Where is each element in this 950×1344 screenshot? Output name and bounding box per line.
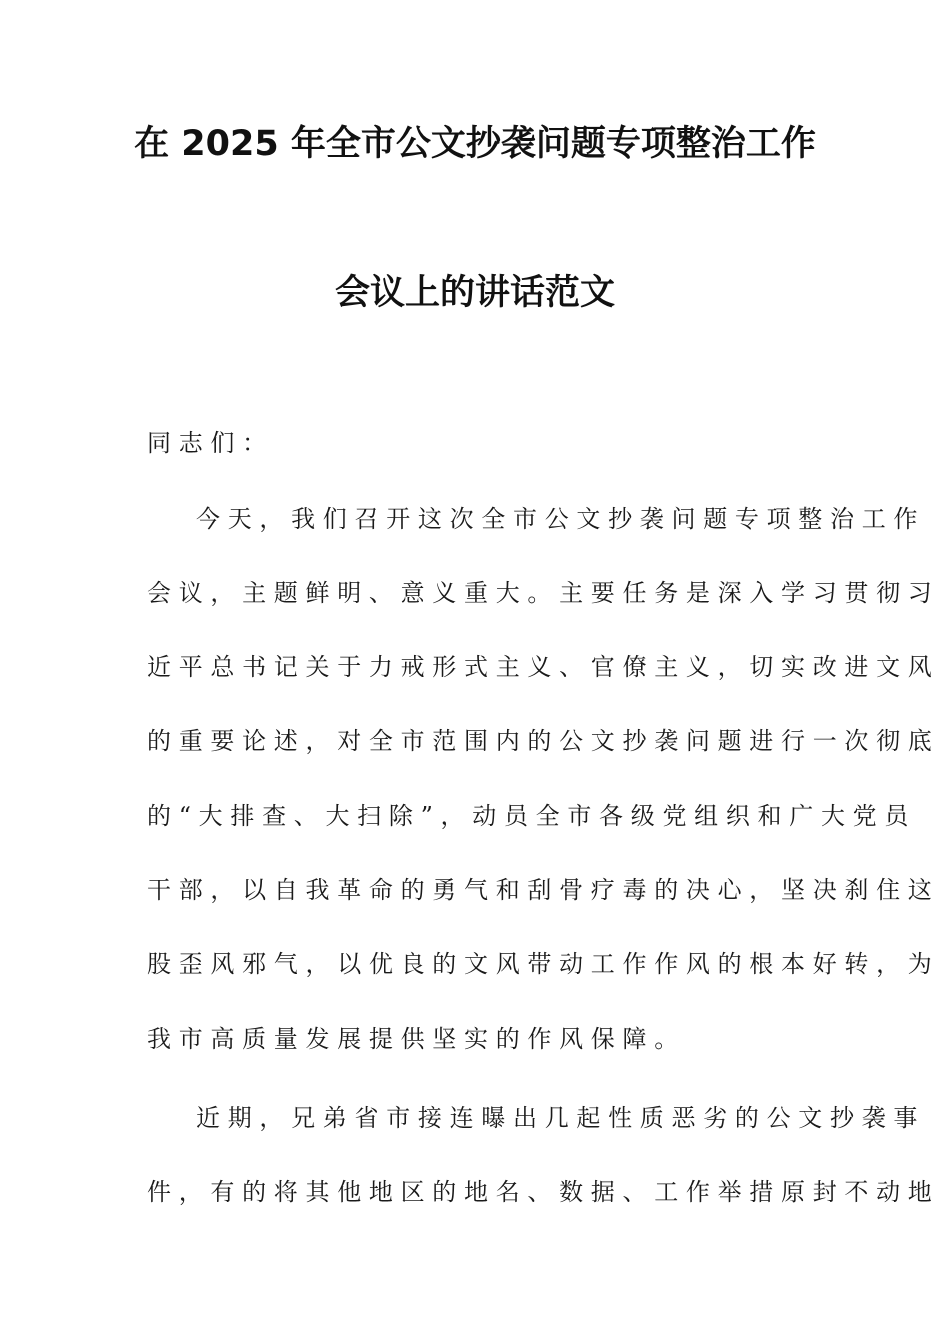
document-title-line-1: 在 2025 年全市公文抄袭问题专项整治工作	[134, 124, 816, 164]
salutation: 同志们：	[147, 429, 274, 457]
paragraph-1-line-4: 的重要论述，对全市范围内的公文抄袭问题进行一次彻底	[147, 727, 940, 755]
paragraph-1-line-5: 的“大排查、大扫除”，动员全市各级党组织和广大党员	[147, 802, 917, 830]
paragraph-1-line-8: 我市高质量发展提供坚实的作风保障。	[147, 1025, 686, 1053]
paragraph-1-line-1: 今天，我们召开这次全市公文抄袭问题专项整治工作	[196, 505, 926, 533]
paragraph-1-line-7: 股歪风邪气，以优良的文风带动工作作风的根本好转，为	[147, 950, 940, 978]
paragraph-1-line-6: 干部，以自我革命的勇气和刮骨疗毒的决心，坚决刹住这	[147, 876, 940, 904]
paragraph-2-line-1: 近期，兄弟省市接连曝出几起性质恶劣的公文抄袭事	[196, 1104, 926, 1132]
paragraph-2-line-2: 件，有的将其他地区的地名、数据、工作举措原封不动地	[147, 1178, 940, 1206]
document-title-line-2: 会议上的讲话范文	[334, 273, 615, 313]
paragraph-1-line-2: 会议，主题鲜明、意义重大。主要任务是深入学习贯彻习	[147, 579, 940, 607]
paragraph-1-line-3: 近平总书记关于力戒形式主义、官僚主义，切实改进文风	[147, 653, 940, 681]
